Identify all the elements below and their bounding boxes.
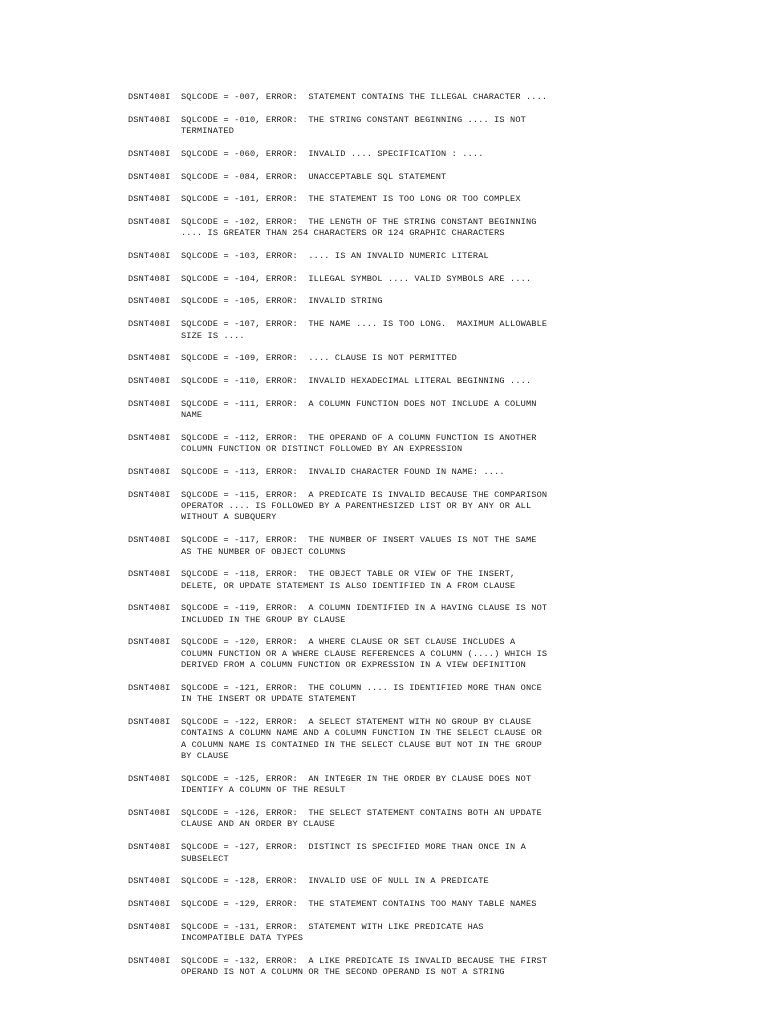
message-line: NAME	[181, 410, 203, 421]
message-id: DSNT408I	[128, 466, 171, 477]
message-id: DSNT408I	[128, 398, 171, 409]
message-id: DSNT408I	[128, 717, 171, 728]
message-line: A COLUMN NAME IS CONTAINED IN THE SELECT CLAUSE BUT NOT IN THE GROUP	[181, 739, 542, 750]
message-text	[181, 319, 748, 342]
message-line: SQLCODE = -115, ERROR: A PREDICATE IS INVALID BECAUSE THE COMPARISON	[181, 489, 548, 500]
message-line: OPERATOR .... IS FOLLOWED BY A PARENTHESIZED LIST OR BY ANY OR ALL	[181, 500, 532, 511]
message-line: COLUMN FUNCTION OR A WHERE CLAUSE REFERENCES A COLUMN (....) WHICH IS	[181, 648, 548, 659]
message-line: SQLCODE = -131, ERROR: STATEMENT WITH LIKE PREDICATE HAS	[181, 921, 484, 932]
message-id: DSNT408I	[128, 535, 171, 546]
error-message-entry	[128, 296, 748, 307]
error-message-entry	[128, 774, 748, 797]
error-message-entry	[128, 808, 748, 831]
message-line: SQLCODE = -129, ERROR: THE STATEMENT CONTAINS TOO MANY TABLE NAMES	[181, 899, 537, 909]
message-line: SQLCODE = -104, ERROR: ILLEGAL SYMBOL .... VALID SYMBOLS ARE ....	[181, 273, 532, 284]
message-line: SQLCODE = -103, ERROR: .... IS AN INVALID NUMERIC LITERAL	[181, 251, 489, 262]
message-id: DSNT408I	[128, 92, 171, 102]
message-id: DSNT408I	[128, 296, 171, 307]
message-line: SQLCODE = -125, ERROR: AN INTEGER IN THE ORDER BY CLAUSE DOES NOT	[181, 773, 532, 784]
message-line: OPERAND IS NOT A COLUMN OR THE SECOND OPERAND IS NOT A STRING	[181, 967, 505, 978]
message-text	[181, 433, 748, 456]
message-line: SQLCODE = -109, ERROR: .... CLAUSE IS NOT PERMITTED	[181, 353, 457, 364]
message-text	[181, 296, 748, 307]
message-id: DSNT408I	[128, 432, 171, 443]
message-line: AS THE NUMBER OF OBJECT COLUMNS	[181, 546, 346, 557]
message-line: IDENTIFY A COLUMN OF THE RESULT	[181, 785, 346, 796]
message-line: SQLCODE = -117, ERROR: THE NUMBER OF INSERT VALUES IS NOT THE SAME	[181, 535, 537, 546]
message-text	[181, 353, 748, 364]
message-line: SQLCODE = -132, ERROR: A LIKE PREDICATE IS INVALID BECAUSE THE FIRST	[181, 955, 548, 966]
error-message-entry	[128, 217, 748, 240]
message-text	[181, 637, 748, 671]
message-id: DSNT408I	[128, 921, 171, 932]
error-message-entry	[128, 251, 748, 262]
message-line: SQLCODE = -122, ERROR: A SELECT STATEMENT WITH NO GROUP BY CLAUSE	[181, 717, 532, 728]
error-message-entry	[128, 922, 748, 945]
message-id: DSNT408I	[128, 216, 171, 227]
message-text	[181, 842, 748, 865]
error-message-entry	[128, 637, 748, 671]
message-text	[181, 194, 748, 205]
error-message-entry	[128, 717, 748, 763]
message-text	[181, 569, 748, 592]
message-id: DSNT408I	[128, 353, 171, 364]
error-message-entry	[128, 467, 748, 478]
message-id: DSNT408I	[128, 194, 171, 205]
message-text	[181, 399, 748, 422]
error-message-entry	[128, 683, 748, 706]
message-text	[181, 922, 748, 945]
message-line: SQLCODE = -010, ERROR: THE STRING CONSTANT BEGINNING .... IS NOT	[181, 114, 526, 125]
message-text	[181, 956, 748, 979]
message-line: SUBSELECT	[181, 853, 229, 864]
message-text	[181, 683, 748, 706]
message-line: SQLCODE = -007, ERROR: STATEMENT CONTAINS THE ILLEGAL CHARACTER ....	[181, 92, 548, 102]
message-line: BY CLAUSE	[181, 751, 229, 762]
message-text	[181, 774, 748, 797]
error-message-entry	[128, 899, 748, 910]
message-text	[181, 115, 748, 138]
message-text	[181, 172, 748, 183]
message-text	[181, 899, 748, 910]
message-id: DSNT408I	[128, 899, 171, 909]
message-line: SQLCODE = -128, ERROR: INVALID USE OF NULL IN A PREDICATE	[181, 876, 489, 887]
message-text	[181, 603, 748, 626]
error-message-entry	[128, 319, 748, 342]
error-message-entry	[128, 172, 748, 183]
error-message-entry	[128, 194, 748, 205]
message-id: DSNT408I	[128, 251, 171, 262]
message-text	[181, 274, 748, 285]
message-line: IN THE INSERT OR UPDATE STATEMENT	[181, 694, 357, 705]
message-line: DERIVED FROM A COLUMN FUNCTION OR EXPRESSION IN A VIEW DEFINITION	[181, 660, 526, 671]
message-id: DSNT408I	[128, 273, 171, 284]
message-text	[181, 490, 748, 524]
error-message-entry	[128, 876, 748, 887]
error-message-entry	[128, 842, 748, 865]
message-text	[181, 251, 748, 262]
message-id: DSNT408I	[128, 489, 171, 500]
message-line: SQLCODE = -105, ERROR: INVALID STRING	[181, 296, 383, 307]
message-text	[181, 149, 748, 160]
message-line: SQLCODE = -110, ERROR: INVALID HEXADECIMAL LITERAL BEGINNING ....	[181, 375, 532, 386]
message-id: DSNT408I	[128, 955, 171, 966]
message-line: SQLCODE = -121, ERROR: THE COLUMN .... IS IDENTIFIED MORE THAN ONCE	[181, 682, 542, 693]
message-line: SQLCODE = -111, ERROR: A COLUMN FUNCTION DOES NOT INCLUDE A COLUMN	[181, 398, 537, 409]
document-page	[128, 92, 748, 990]
error-message-entry	[128, 115, 748, 138]
error-message-entry	[128, 433, 748, 456]
message-line: SQLCODE = -112, ERROR: THE OPERAND OF A COLUMN FUNCTION IS ANOTHER	[181, 432, 537, 443]
message-id: DSNT408I	[128, 319, 171, 330]
error-message-entry	[128, 92, 748, 103]
message-line: SQLCODE = -107, ERROR: THE NAME .... IS TOO LONG. MAXIMUM ALLOWABLE	[181, 319, 548, 330]
message-line: SQLCODE = -120, ERROR: A WHERE CLAUSE OR SET CLAUSE INCLUDES A	[181, 637, 516, 648]
message-id: DSNT408I	[128, 148, 171, 159]
message-line: SIZE IS ....	[181, 330, 245, 341]
message-id: DSNT408I	[128, 569, 171, 580]
message-id: DSNT408I	[128, 808, 171, 819]
message-text	[181, 808, 748, 831]
error-message-entry	[128, 956, 748, 979]
message-id: DSNT408I	[128, 637, 171, 648]
message-text	[181, 717, 748, 763]
message-line: SQLCODE = -101, ERROR: THE STATEMENT IS TOO LONG OR TOO COMPLEX	[181, 194, 521, 205]
message-line: SQLCODE = -127, ERROR: DISTINCT IS SPECIFIED MORE THAN ONCE IN A	[181, 842, 526, 853]
message-line: SQLCODE = -126, ERROR: THE SELECT STATEMENT CONTAINS BOTH AN UPDATE	[181, 808, 542, 819]
message-line: INCLUDED IN THE GROUP BY CLAUSE	[181, 614, 346, 625]
error-message-entry	[128, 490, 748, 524]
message-line: INCOMPATIBLE DATA TYPES	[181, 933, 304, 944]
message-id: DSNT408I	[128, 876, 171, 887]
message-id: DSNT408I	[128, 603, 171, 614]
message-id: DSNT408I	[128, 114, 171, 125]
message-line: SQLCODE = -119, ERROR: A COLUMN IDENTIFIED IN A HAVING CLAUSE IS NOT	[181, 603, 548, 614]
message-text	[181, 92, 748, 103]
message-id: DSNT408I	[128, 842, 171, 853]
message-line: SQLCODE = -102, ERROR: THE LENGTH OF THE STRING CONSTANT BEGINNING	[181, 216, 537, 227]
error-message-entry	[128, 149, 748, 160]
message-line: TERMINATED	[181, 126, 235, 137]
message-line: CONTAINS A COLUMN NAME AND A COLUMN FUNCTION IN THE SELECT CLAUSE OR	[181, 728, 542, 739]
error-message-entry	[128, 376, 748, 387]
message-line: SQLCODE = -113, ERROR: INVALID CHARACTER FOUND IN NAME: ....	[181, 466, 505, 477]
message-line: SQLCODE = -118, ERROR: THE OBJECT TABLE OR VIEW OF THE INSERT,	[181, 569, 516, 580]
message-line: CLAUSE AND AN ORDER BY CLAUSE	[181, 819, 335, 830]
message-line: SQLCODE = -084, ERROR: UNACCEPTABLE SQL STATEMENT	[181, 171, 447, 182]
error-message-entry	[128, 603, 748, 626]
message-id: DSNT408I	[128, 171, 171, 182]
message-line: COLUMN FUNCTION OR DISTINCT FOLLOWED BY AN EXPRESSION	[181, 444, 463, 455]
message-line: WITHOUT A SUBQUERY	[181, 512, 277, 523]
message-text	[181, 467, 748, 478]
message-list	[128, 92, 748, 979]
error-message-entry	[128, 535, 748, 558]
error-message-entry	[128, 353, 748, 364]
message-line: .... IS GREATER THAN 254 CHARACTERS OR 124 GRAPHIC CHARACTERS	[181, 228, 505, 239]
message-id: DSNT408I	[128, 773, 171, 784]
error-message-entry	[128, 399, 748, 422]
error-message-entry	[128, 274, 748, 285]
error-message-entry	[128, 569, 748, 592]
message-line: DELETE, OR UPDATE STATEMENT IS ALSO IDENTIFIED IN A FROM CLAUSE	[181, 580, 516, 591]
message-text	[181, 535, 748, 558]
message-text	[181, 876, 748, 887]
message-id: DSNT408I	[128, 375, 171, 386]
message-text	[181, 376, 748, 387]
message-text	[181, 217, 748, 240]
message-id: DSNT408I	[128, 682, 171, 693]
message-line: SQLCODE = -060, ERROR: INVALID .... SPECIFICATION : ....	[181, 148, 484, 159]
